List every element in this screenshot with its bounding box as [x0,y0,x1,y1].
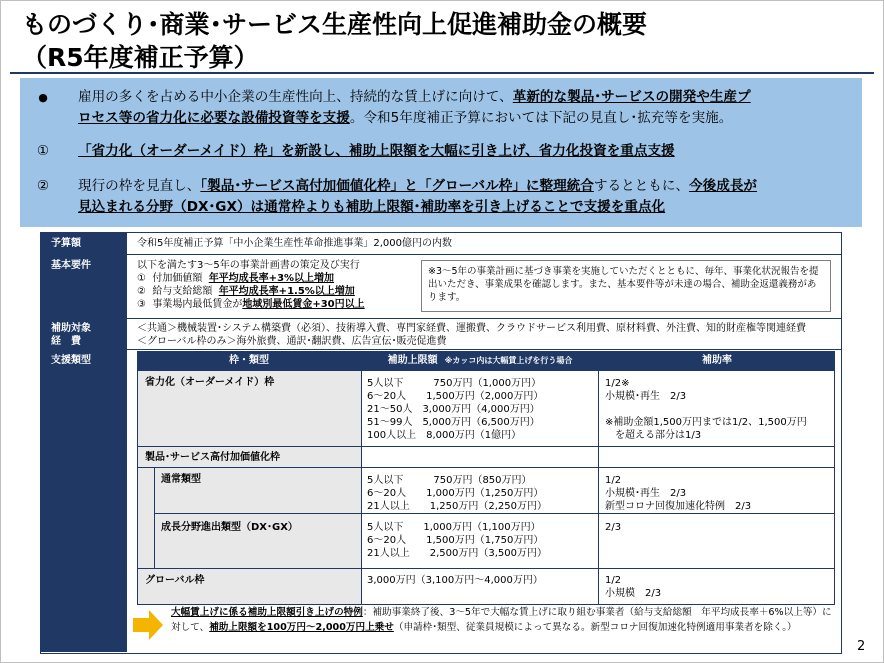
bullet-text-b: 革新的な製品･サービスの開発や生産プ [512,89,751,105]
req3-mark: ③ [137,299,146,310]
arrow-head-icon [149,610,163,640]
item1-text: 「省力化（オーダーメイド）枠」を新設し、補助上限額を大幅に引き上げ、省力化投資を重点支援 [78,143,675,159]
seicho-limits [367,521,547,560]
seicho-name: 成長分野進出類型（DX･GX） [161,522,298,533]
shoryoku-limit-1: 5人以下 750万円（1,000万円） [367,378,542,389]
shoryoku-rate-1: 1/2※ [605,378,630,389]
requirements-note: ※3～5年の事業計画に基づき事業を実施していただくとともに、毎年、事業化状況報告を提出いただき、事業成果を確認します。また、基本要件等が未達の場合、補助金返還義務があります。 [421,260,831,312]
kofuka-indent [138,468,154,568]
title-rule [10,72,874,74]
summary-box [20,78,862,227]
requirements-intro: 以下を満たす3～5年の事業計画書の策定及び実行 [137,260,360,271]
seicho-limit-1: 5人以下 1,000万円（1,100万円） [367,522,541,533]
tsujo-limit-3: 21人以上 1,250万円（2,250万円） [367,501,547,512]
row-divider [41,349,841,350]
req2-name: 給与支給総額 [152,286,213,297]
global-rates [605,574,661,600]
global-limits [367,574,543,587]
shoryoku-rates [605,377,807,442]
tsujo-limit-2: 6～20人 1,000万円（1,250万円） [367,488,544,499]
req3-name: 事業場内最低賃金が [152,299,243,310]
summary-item-1 [20,141,862,163]
requirement-1 [137,272,334,285]
bullet-icon: ● [38,91,48,104]
item1-mark: ① [36,143,50,159]
req1-name: 付加価値額 [152,273,203,284]
global-rate-1: 1/2 [605,575,622,586]
budget-label: 予算額 [41,233,127,254]
overview-table [40,232,842,654]
bullet-text-d: 。令和5年度補正予算においては下記の見直し･拡充等を実施。 [349,110,733,126]
eligible-costs-common: ＜共通＞機械装置･システム構築費（必須）、技術導入費、専門家経費、運搬費、クラウドサービス利用費、原材料費、外注費、知的財産権等関連経費 [137,323,806,334]
global-rate-2: 小規模 2/3 [605,588,662,599]
item2-text-d: 今後成長が [689,178,758,194]
header-rate: 補助率 [702,355,732,366]
seicho-limit-2: 6～20人 1,500万円（1,750万円） [367,535,544,546]
header-limit-note: ※カッコ内は大幅賃上げを行う場合 [444,356,573,365]
seicho-rate-1: 2/3 [605,522,622,533]
eligible-costs-label-2: 経 費 [51,336,81,347]
tsujo-rates [605,474,751,513]
header-type: 枠・類型 [229,355,269,366]
tsujo-name: 通常類型 [161,474,201,485]
tsujo-limit-1: 5人以下 750万円（850万円） [367,475,532,486]
page-title-line2: （R5年度補正予算） [22,43,259,72]
global-name: グローバル枠 [145,575,205,586]
tsujo-rate-2: 小規模･再生 2/3 [605,488,687,499]
requirement-3 [137,298,365,311]
header-limit-text: 補助上限額 [387,355,438,366]
tsujo-limits [367,474,547,513]
req2-mark: ② [137,286,146,297]
item2-text-a: 現行の枠を見直し、 [78,178,201,194]
wage-note-bold2: 補助上限額を100万円～2,000万円上乗せ [209,622,394,633]
wage-increase-note [171,605,839,635]
eligible-costs-label-1: 補助対象 [51,323,91,334]
support-type-grid [137,351,835,643]
req1-value: 年平均成長率+3%以上増加 [208,273,335,284]
page-title-line1: ものづくり･商業･サービス生産性向上促進補助金の概要 [22,10,648,39]
shoryoku-rate-5: を超える部分は1/3 [605,430,702,441]
wage-note-title: 大幅賃上げに係る補助上限額引き上げの特例 [171,607,363,618]
shoryoku-limits [367,377,543,442]
kofuka-name: 製品･サービス高付加価値化枠 [145,452,280,463]
shoryoku-limit-2: 6～20人 1,500万円（2,000万円） [367,391,544,402]
bullet-text-c: ロセス等の省力化に必要な設備投資等を支援 [78,110,350,126]
bullet-text-a: 雇用の多くを占める中小企業の生産性向上、持続的な賃上げに向けて、 [78,89,513,105]
shoryoku-limit-3: 21～50人 3,000万円（4,000万円） [367,404,540,415]
seicho-limit-3: 21人以上 2,500万円（3,500万円） [367,548,547,559]
header-limit [362,351,598,370]
item2-text-e: 見込まれる分野（DX･GX）は通常枠よりも補助上限額･補助率を引き上げることで支援を重点化 [78,199,666,215]
tsujo-rate-3: 新型コロナ回復加速化特例 2/3 [605,501,752,512]
item2-mark: ② [36,178,50,194]
eligible-costs-global: ＜グローバル枠のみ＞海外旅費、通訳･翻訳費、広告宣伝･販売促進費 [137,336,447,347]
req2-value: 年平均成長率+1.5%以上増加 [218,286,355,297]
summary-item-2 [20,176,862,220]
shoryoku-limit-5: 100人以上 8,000万円（1億円） [367,430,522,441]
support-type-label: 支援類型 [41,350,127,652]
req1-mark: ① [137,273,146,284]
requirements-label: 基本要件 [41,255,127,318]
item2-text-c: するとともに、 [593,178,690,194]
eligible-costs-label [41,319,127,349]
page-number: 2 [857,639,866,654]
row-divider [41,318,841,319]
req3-value: 地域別最低賃金+30円以上 [242,299,365,310]
shoryoku-rate-4: ※補助金額1,500万円までは1/2、1,500万円 [605,417,807,428]
shoryoku-rate-2: 小規模･再生 2/3 [605,391,687,402]
requirement-2 [137,285,355,298]
item2-text-b: 「製品･サービス高付加価値化枠」と「グローバル枠」に整理統合 [200,178,594,194]
shoryoku-name: 省力化（オーダーメイド）枠 [145,377,275,388]
budget-text: 令和5年度補正予算「中小企業生産性革命推進事業」2,000億円の内数 [137,238,452,249]
wage-note-text2: （申請枠･類型、従業員規模によって異なる。新型コロナ回復加速化特例適用事業者を除く。） [393,622,797,633]
wage-note-text1: ：補助事業終了後、3～5年で大幅な賃上げに取り組む事業者（給与支給総額 年平均成長率＋6%以上等）に対して、 [171,607,832,633]
row-divider [41,254,841,255]
shoryoku-rate-spacer [605,403,807,416]
seicho-rate-cell [599,514,834,568]
kofuka-limit-cell [362,447,598,467]
global-limit-1: 3,000万円（3,100万円～4,000万円） [367,575,543,586]
page-title [22,8,647,74]
kofuka-rate-cell [599,447,834,467]
tsujo-rate-1: 1/2 [605,475,622,486]
shoryoku-limit-4: 51～99人 5,000万円（6,500万円） [367,417,540,428]
arrow-right-icon [133,618,149,632]
summary-bullet [20,87,862,129]
seicho-rates [605,521,621,534]
